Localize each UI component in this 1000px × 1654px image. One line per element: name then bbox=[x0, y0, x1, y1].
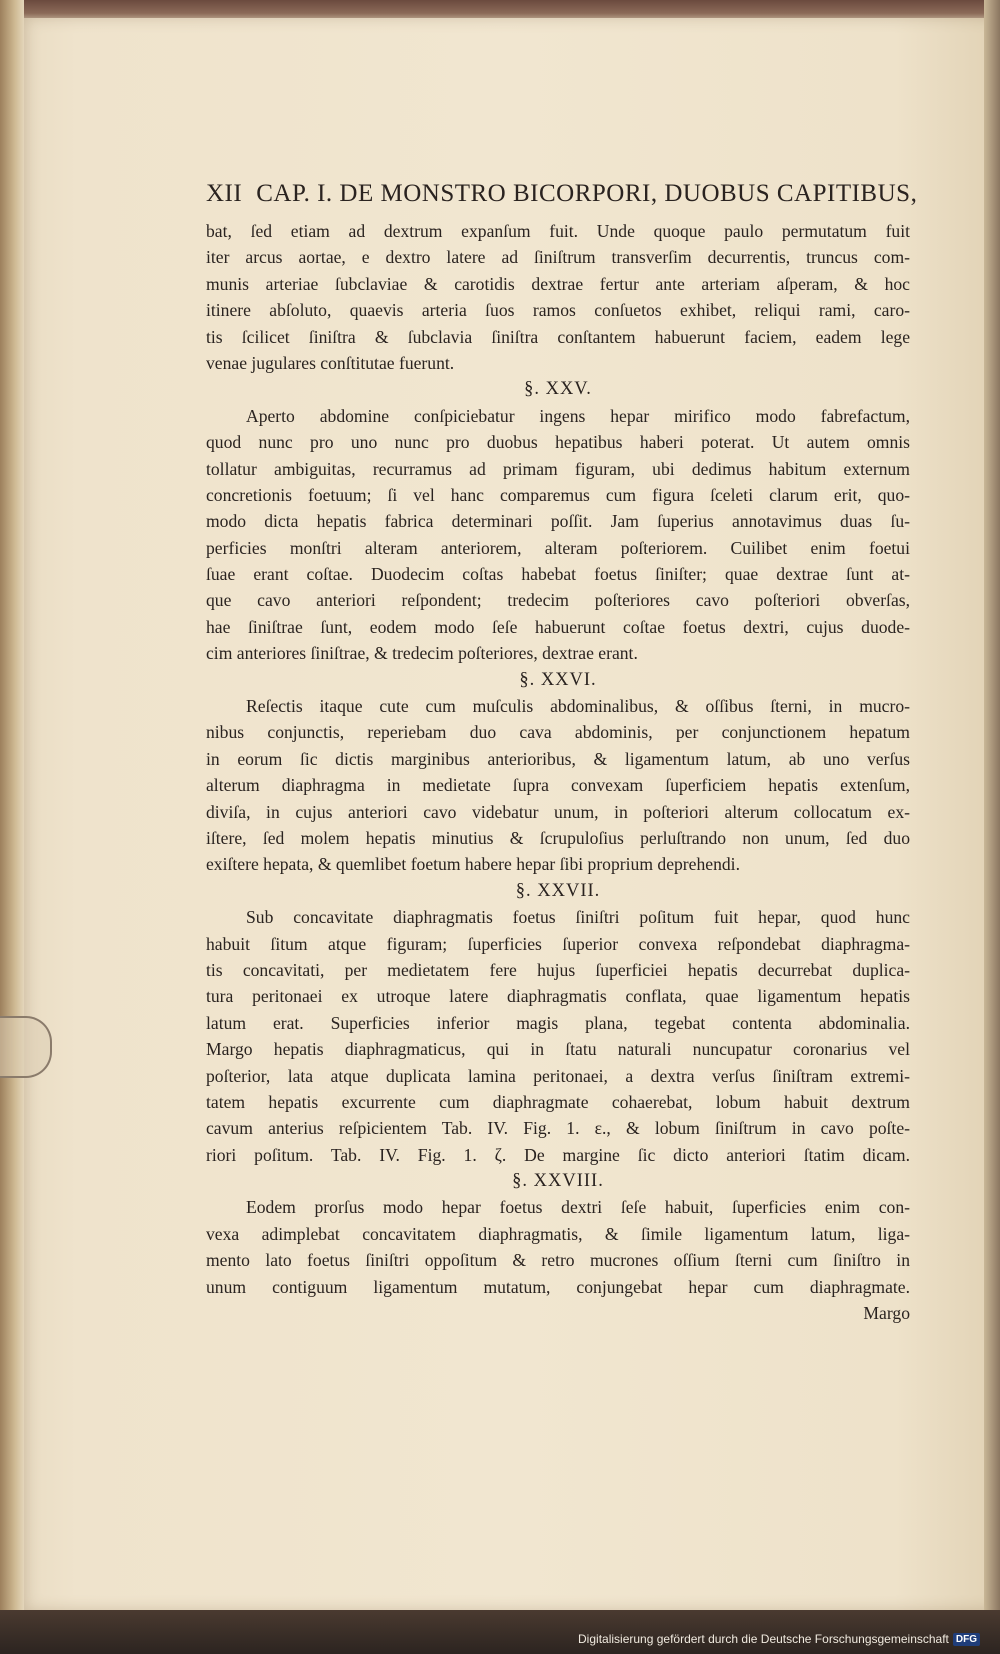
text-line: bat, ſed etiam ad dextrum expanſum fuit. Unde quoque paulo permutatum fuit bbox=[206, 221, 910, 241]
text-line: venae jugulares conſtitutae fuerunt. bbox=[206, 352, 455, 373]
text-line: Aperto abdomine conſpiciebatur ingens hepar mirifico modo fabrefactum, bbox=[246, 405, 910, 426]
text-line: diviſa, in cujus anteriori cavo videbatur unum, in poſteriori alterum collocatum ex- bbox=[206, 801, 910, 822]
paragraph bbox=[206, 218, 910, 376]
text-line: latum erat. Superficies inferior magis plana, tegebat contenta abdominalia. bbox=[206, 1012, 910, 1033]
text-line: poſterior, lata atque duplicata lamina peritonaei, a dextra verſus ſiniſtram extremi- bbox=[206, 1065, 910, 1086]
text-line: munis arteriae ſubclaviae & carotidis dextrae fertur ante arteriam aſperam, & hoc bbox=[206, 273, 910, 294]
text-line: tis ſcilicet ſiniſtra & ſubclavia ſiniſtra conſtantem habuerunt faciem, eadem lege bbox=[206, 326, 910, 347]
text-line: in eorum ſic dictis marginibus anterioribus, & ligamentum latum, ab uno verſus bbox=[206, 748, 910, 769]
text-line: riori poſitum. Tab. IV. Fig. 1. ζ. De margine ſic dicto anteriori ſtatim dicam. bbox=[206, 1144, 910, 1165]
text-line: tis concavitati, per medietatem fere hujus ſuperficiei hepatis decurrebat duplica- bbox=[206, 959, 910, 980]
text-line: modo dicta hepatis fabrica determinari poſſit. Jam ſuperius annotavimus duas ſu- bbox=[206, 511, 910, 532]
paragraph bbox=[206, 693, 910, 878]
page-content bbox=[206, 180, 918, 1326]
text-line: exiſtere hepata, & quemlibet foetum habere hepar ſibi proprium deprehendi. bbox=[206, 854, 740, 875]
text-line: nibus conjunctis, reperiebam duo cava abdominis, per conjunctionem hepatum bbox=[206, 722, 910, 743]
paragraph bbox=[206, 403, 910, 667]
paragraph bbox=[206, 904, 910, 1168]
text-line: quod nunc pro uno nunc pro duobus hepatibus haberi poterat. Ut autem omnis bbox=[206, 432, 910, 453]
running-head-title: CAP. I. DE MONSTRO BICORPORI, DUOBUS CAPITIBUS, bbox=[256, 180, 918, 207]
page-number: XII bbox=[206, 180, 243, 207]
running-head bbox=[206, 180, 918, 208]
text-line: concretionis foetuum; ſi vel hanc comparemus cum figura ſceleti clarum erit, quo- bbox=[206, 484, 910, 505]
paragraph bbox=[206, 1194, 910, 1300]
page-binding-edge bbox=[0, 0, 24, 1654]
text-line: cavum anterius reſpicientem Tab. IV. Fig. 1. ε., & lobum ſiniſtrum in cavo poſte- bbox=[206, 1118, 910, 1139]
text-line: hae ſiniſtrae ſunt, eodem modo ſeſe habuerunt coſtae foetus dextri, cujus duode- bbox=[206, 616, 910, 637]
text-line: mento lato foetus ſiniſtri oppoſitum & retro mucrones oſſium ſterni cum ſiniſtro in bbox=[206, 1250, 910, 1271]
text-line: iſtere, ſed molem hepatis minutius & ſcrupuloſius perluſtrando non unum, ſed duo bbox=[206, 827, 910, 848]
text-line: ſuae erant coſtae. Duodecim coſtas habebat foetus ſiniſter; quae dextrae ſunt at- bbox=[206, 564, 910, 585]
text-line: cim anteriores ſiniſtrae, & tredecim poſteriores, dextrae erant. bbox=[206, 643, 638, 664]
text-line: tollatur ambiguitas, recurramus ad primam figuram, ubi dedimus habitum externum bbox=[206, 458, 910, 479]
text-line: iter arcus aortae, e dextro latere ad ſiniſtrum transverſim decurrentis, truncus com- bbox=[206, 247, 910, 268]
section-heading: §. XXV. bbox=[524, 379, 592, 400]
digitization-footer bbox=[578, 1632, 980, 1646]
body-text bbox=[206, 218, 910, 1326]
text-line: que cavo anteriori reſpondent; tredecim poſteriores cavo poſteriori obverſas, bbox=[206, 590, 910, 611]
text-line: Margo hepatis diaphragmaticus, qui in ſtatu naturali nuncupatur coronarius vel bbox=[206, 1039, 910, 1060]
text-line: habuit ſitum atque figuram; ſuperficies ſuperior convexa reſpondebat diaphragma- bbox=[206, 933, 910, 954]
text-line: tura peritonaei ex utroque latere diaphragmatis conflata, quae ligamentum hepatis bbox=[206, 986, 910, 1007]
bookmark-tab bbox=[0, 1016, 52, 1078]
text-line: unum contiguum ligamentum mutatum, conjungebat hepar cum diaphragmate. bbox=[206, 1276, 910, 1297]
text-line: vexa adimplebat concavitatem diaphragmatis, & ſimile ligamentum latum, liga- bbox=[206, 1223, 910, 1244]
section-heading: §. XXVII. bbox=[515, 880, 601, 901]
text-line: Eodem prorſus modo hepar foetus dextri ſeſe habuit, ſuperficies enim con- bbox=[246, 1197, 910, 1218]
text-line: alterum diaphragma in medietate ſupra convexam ſuperficiem hepatis extenſum, bbox=[206, 775, 910, 796]
section-heading: §. XXVI. bbox=[519, 669, 597, 690]
section-heading: §. XXVIII. bbox=[512, 1171, 604, 1192]
text-line: tatem hepatis excurrente cum diaphragmate cohaerebat, lobum habuit dextrum bbox=[206, 1091, 910, 1112]
text-line: perficies monſtri alteram anteriorem, alteram poſteriorem. Cuilibet enim foetui bbox=[206, 537, 910, 558]
text-line: Reſectis itaque cute cum muſculis abdominalibus, & oſſibus ſterni, in mucro- bbox=[246, 696, 910, 717]
catchword: Margo bbox=[863, 1303, 910, 1324]
dfg-logo: DFG bbox=[953, 1633, 980, 1646]
scan-right-edge bbox=[984, 0, 1000, 1654]
footer-credit: Digitalisierung gefördert durch die Deutsche Forschungsgemeinschaft bbox=[578, 1632, 949, 1646]
text-line: itinere abſoluto, quaevis arteria ſuos ramos conſuetos exhibet, reliqui rami, caro- bbox=[206, 300, 910, 321]
text-line: Sub concavitate diaphragmatis foetus ſiniſtri poſitum fuit hepar, quod hunc bbox=[246, 907, 910, 928]
